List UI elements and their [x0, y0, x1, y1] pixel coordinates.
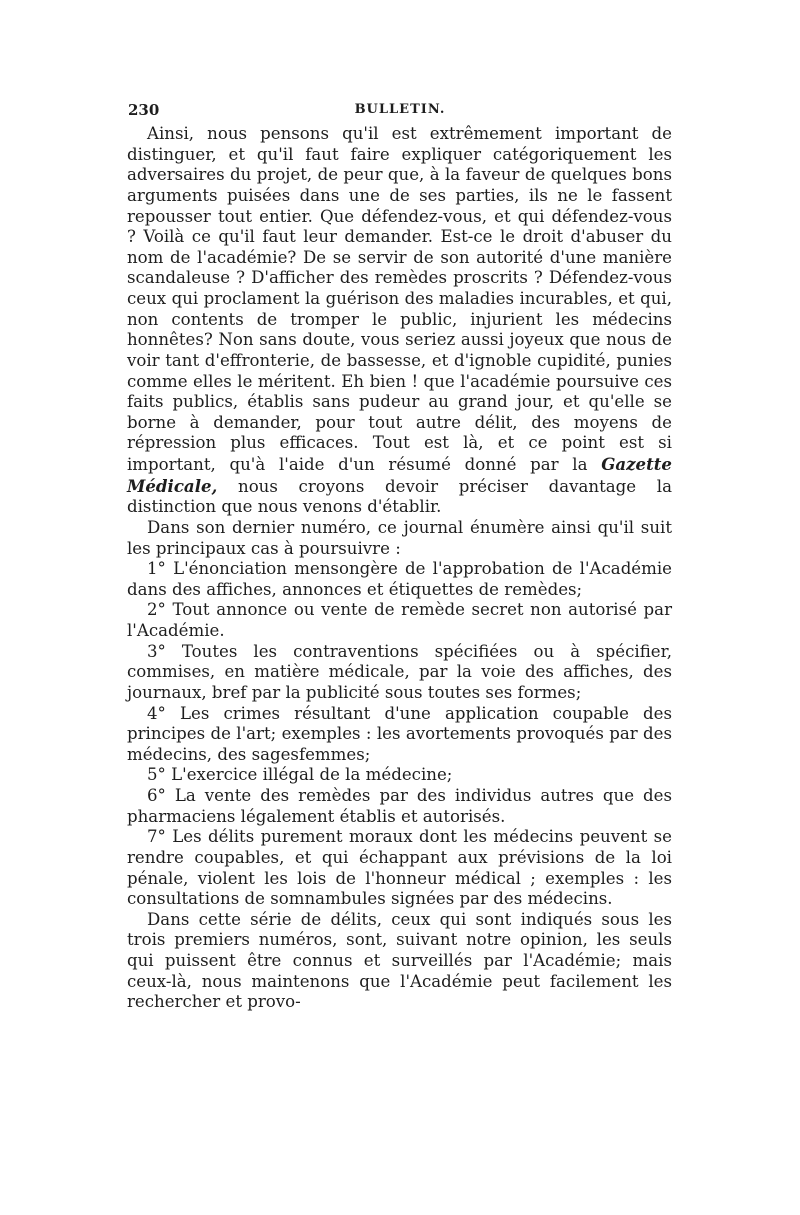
- page-header: [128, 101, 672, 123]
- running-head: BULLETIN.: [354, 102, 446, 117]
- paragraph-intro-end: nous croyons devoir préciser davantage la distinction que nous venons d'établir.: [127, 476, 672, 517]
- list-item-1: 1° L'énonciation mensongère de l'approbation de l'Académie dans des affiches, annonces et étiquettes de remèdes;: [127, 559, 672, 599]
- paragraph-conclusion: Dans cette série de délits, ceux qui sont indiqués sous les trois premiers numéros, sont, suivant notre opinion, les seuls qui puissent être connus et surveillés par l'Académie; mais ceux-là, nous maintenons que l'Académie peut facilement les rechercher et provo-: [127, 909, 672, 1012]
- journal-title: Gazette Médicale,: [127, 454, 672, 496]
- body-text: [127, 124, 672, 1013]
- paragraph-intro: [127, 124, 672, 518]
- paragraph-journal: Dans son dernier numéro, ce journal énumère ainsi qu'il suit les principaux cas à poursuivre :: [127, 517, 672, 558]
- paragraph-intro-text: Ainsi, nous pensons qu'il est extrêmement important de distinguer, et qu'il faut faire expliquer catégoriquement les adversaires du projet, de peur que, à la faveur de quelques bons arguments puisées dans une de ses parties, ils ne le fassent repousser tout entier. Que défendez-vous, et qui défendez-vous ? Voilà ce qu'il faut leur demander. Est-ce le droit d'abuser du nom de l'académie? De se servir de son autorité d'une manière scandaleuse ? D'afficher des remèdes proscrits ? Défendez-vous ceux qui proclament la guérison des maladies incurables, et qui, non contents de tromper le public, injurient les médecins honnêtes? Non sans doute, vous seriez aussi joyeux que nous de voir tant d'effronterie, de bassesse, et d'ignoble cupidité, punies comme elles le méritent. Eh bien ! que l'académie poursuive ces faits publics, établis sans pudeur au grand jour, et qu'elle se borne à demander, pour tout autre délit, des moyens de répression plus efficaces. Tout est là, et ce point est si important, qu'à l'aide d'un résumé donné par la: [127, 124, 672, 474]
- list-item-5: 5° L'exercice illégal de la médecine;: [147, 765, 453, 785]
- list-item-7: 7° Les délits purement moraux dont les médecins peuvent se rendre coupables, et qui échappant aux prévisions de la loi pénale, violent les lois de l'honneur médical ; exemples : les consultations de somnambules signées par des médecins.: [127, 827, 672, 909]
- list-item-3: 3° Toutes les contraventions spécifiées ou à spécifier, commises, en matière médicale, par la voie des affiches, des journaux, bref par la publicité sous toutes ses formes;: [127, 641, 672, 702]
- list-item-4: 4° Les crimes résultant d'une application coupable des principes de l'art; exemples : les avortements provoqués par des médecins, des sagesfemmes;: [127, 703, 672, 764]
- list-item-2: 2° Tout annonce ou vente de remède secret non autorisé par l'Académie.: [127, 600, 672, 640]
- page-number: 230: [128, 101, 160, 119]
- list-item-6: 6° La vente des remèdes par des individus autres que des pharmaciens légalement établis et autorisés.: [127, 786, 672, 826]
